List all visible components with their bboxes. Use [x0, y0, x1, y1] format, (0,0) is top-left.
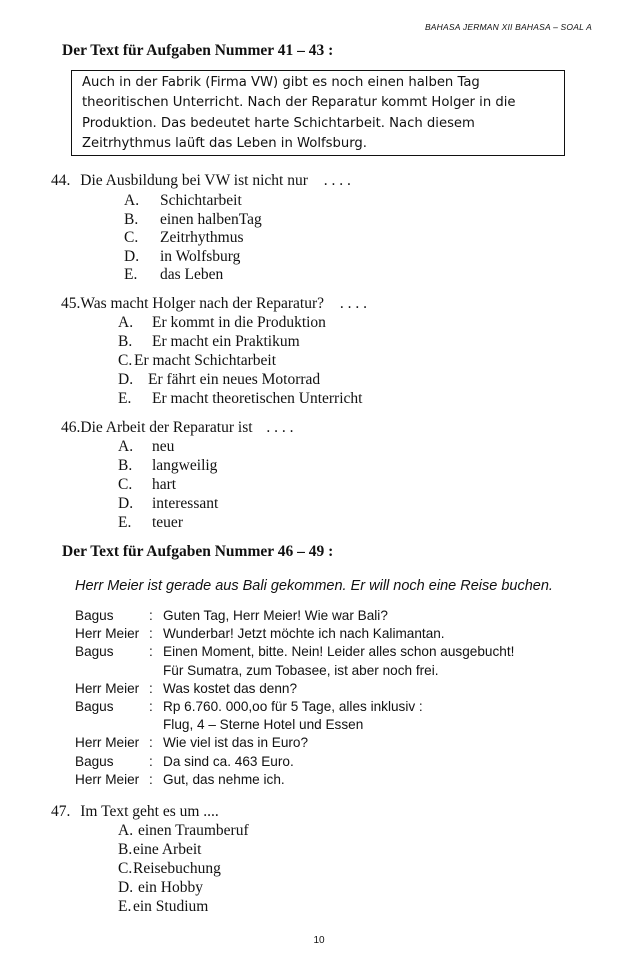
option-45-b[interactable] [118, 333, 300, 351]
option-letter: D. [124, 248, 140, 265]
colon: : [149, 771, 153, 787]
option-47-a[interactable] [118, 822, 249, 840]
section-title-41-43: Der Text für Aufgaben Nummer 41 – 43 : [62, 42, 334, 59]
reading-text-line: Produktion. Das bedeutet harte Schichtarbeit. Nach diesem [82, 115, 475, 131]
question-text: Was macht Holger nach der Reparatur? [80, 295, 325, 312]
option-letter: B. [118, 333, 133, 350]
colon: : [149, 753, 153, 769]
colon: : [149, 735, 153, 751]
option-text: langweilig [152, 457, 218, 474]
question-45 [61, 295, 367, 313]
option-text: Er macht theoretischen Unterricht [152, 390, 363, 407]
utterance: Gut, das nehme ich. [163, 771, 285, 787]
question-text: Im Text geht es um .... [80, 803, 219, 820]
option-letter: D. [118, 879, 134, 896]
option-46-a[interactable] [118, 438, 174, 456]
reading-text-line: Zeitrhythmus laüft das Leben in Wolfsburg. [82, 136, 367, 152]
speaker: Herr Meier [75, 771, 140, 787]
reading-text-line: theoritischen Unterricht. Nach der Reparatur kommt Holger in die [82, 95, 516, 111]
option-45-d[interactable] [118, 371, 320, 389]
option-45-a[interactable] [118, 314, 326, 332]
option-44-b[interactable] [124, 211, 262, 229]
option-letter: D. [118, 495, 134, 512]
option-text: ein Hobby [138, 879, 204, 896]
option-text: Er macht ein Praktikum [152, 333, 300, 350]
option-text: Schichtarbeit [160, 192, 242, 209]
option-47-b[interactable] [118, 841, 201, 859]
speaker: Bagus [75, 753, 114, 769]
utterance: Guten Tag, Herr Meier! Wie war Bali? [163, 608, 388, 623]
option-text: Er kommt in die Produktion [152, 314, 326, 331]
option-letter: C. [118, 352, 133, 369]
option-letter: E. [118, 390, 132, 407]
question-number: 46. [61, 419, 81, 436]
speaker: Bagus [75, 644, 114, 660]
utterance: Einen Moment, bitte. Nein! Leider alles schon ausgebucht! [163, 644, 515, 660]
option-text: neu [152, 438, 175, 455]
colon: : [149, 608, 153, 623]
option-text: Er macht Schichtarbeit [134, 352, 277, 369]
utterance: Wie viel ist das in Euro? [163, 735, 309, 751]
option-text: interessant [152, 495, 219, 512]
option-text: eine Arbeit [133, 841, 202, 858]
option-47-c[interactable] [118, 860, 221, 878]
speaker: Herr Meier [75, 680, 140, 696]
option-letter: C. [124, 229, 139, 246]
colon: : [149, 626, 153, 642]
option-45-c[interactable] [118, 352, 276, 370]
option-46-b[interactable] [118, 457, 217, 475]
colon: : [149, 680, 153, 696]
utterance: Für Sumatra, zum Tobasee, ist aber noch frei. [163, 662, 439, 678]
option-letter: E. [118, 898, 132, 915]
question-46 [61, 419, 294, 437]
section-title-46-49: Der Text für Aufgaben Nummer 46 – 49 : [62, 543, 334, 560]
colon: : [149, 698, 153, 714]
utterance: Wunderbar! Jetzt möchte ich nach Kalimantan. [163, 626, 445, 642]
option-44-a[interactable] [124, 192, 242, 210]
speaker: Herr Meier [75, 626, 140, 642]
dialog-intro: Herr Meier ist gerade aus Bali gekommen. Er will noch eine Reise buchen. [75, 578, 553, 594]
option-letter: E. [118, 514, 132, 531]
question-dots: . . . . [323, 172, 351, 189]
question-44 [51, 172, 351, 190]
option-letter: B. [124, 211, 139, 228]
utterance: Da sind ca. 463 Euro. [163, 753, 294, 769]
question-47 [51, 803, 219, 821]
option-46-d[interactable] [118, 495, 218, 513]
question-dots: . . . . [339, 295, 368, 312]
question-number: 45. [61, 295, 81, 312]
option-47-e[interactable] [118, 898, 208, 916]
option-letter: E. [124, 266, 138, 283]
option-letter: C. [118, 860, 133, 877]
speaker: Herr Meier [75, 735, 140, 751]
utterance: Was kostet das denn? [163, 680, 297, 696]
question-dots: . . . . [266, 419, 294, 436]
option-44-d[interactable] [124, 248, 240, 266]
option-letter: B. [118, 841, 133, 858]
option-45-e[interactable] [118, 390, 362, 408]
option-letter: A. [118, 314, 134, 331]
option-letter: B. [118, 457, 133, 474]
option-letter: C. [118, 476, 133, 493]
option-text: in Wolfsburg [160, 248, 241, 265]
question-text: Die Ausbildung bei VW ist nicht nur [80, 172, 308, 189]
question-text: Die Arbeit der Reparatur ist [80, 419, 253, 436]
page-number: 10 [313, 935, 325, 946]
option-46-c[interactable] [118, 476, 176, 494]
option-text: teuer [152, 514, 183, 531]
utterance: Flug, 4 – Sterne Hotel und Essen [163, 717, 364, 733]
question-number: 47. [51, 803, 71, 820]
option-letter: A. [118, 822, 134, 839]
reading-text-box [71, 70, 565, 156]
option-letter: D. [118, 371, 134, 388]
option-46-e[interactable] [118, 514, 183, 532]
option-text: einen halbenTag [160, 211, 262, 228]
option-letter: A. [118, 438, 134, 455]
option-text: einen Traumberuf [138, 822, 249, 839]
speaker: Bagus [75, 698, 114, 714]
option-44-e[interactable] [124, 266, 223, 284]
option-letter: A. [124, 192, 140, 209]
option-text: Er fährt ein neues Motorrad [148, 371, 321, 388]
running-header: BAHASA JERMAN XII BAHASA – SOAL A [424, 22, 592, 32]
utterance: Rp 6.760. 000,oo für 5 Tage, alles inklusiv : [163, 698, 423, 714]
option-44-c[interactable] [124, 229, 244, 247]
option-text: ein Studium [133, 898, 209, 915]
option-text: das Leben [160, 266, 224, 283]
option-text: Zeitrhythmus [160, 229, 244, 246]
question-number: 44. [51, 172, 71, 189]
option-text: Reisebuchung [133, 860, 221, 877]
option-text: hart [152, 476, 177, 493]
reading-text-line: Auch in der Fabrik (Firma VW) gibt es noch einen halben Tag [82, 75, 480, 90]
speaker: Bagus [75, 608, 114, 623]
option-47-d[interactable] [118, 879, 203, 897]
colon: : [149, 644, 153, 660]
